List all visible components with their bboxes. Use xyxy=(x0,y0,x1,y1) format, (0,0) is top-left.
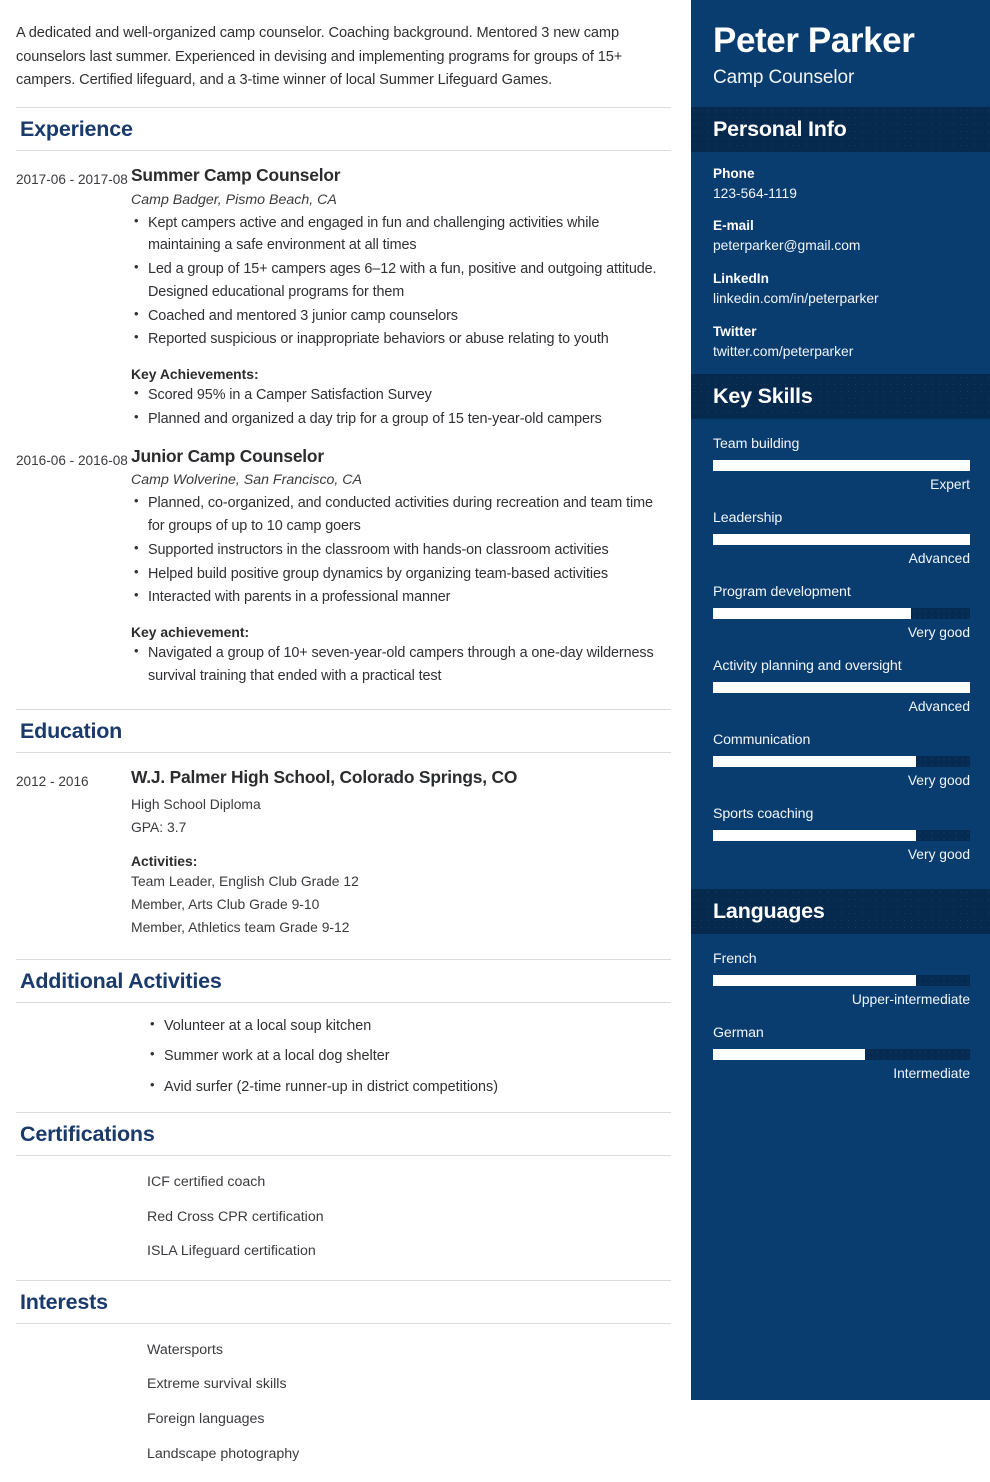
list-item: Member, Arts Club Grade 9-10 xyxy=(131,896,320,912)
skill-name: Activity planning and oversight xyxy=(713,657,902,674)
entry-body xyxy=(131,446,671,689)
certifications-list xyxy=(16,1156,671,1280)
skill-name: Team building xyxy=(713,435,800,452)
language-row xyxy=(713,1019,970,1090)
languages-body xyxy=(691,934,990,1099)
achievements-label: Key achievement: xyxy=(131,624,250,641)
list-item: • Planned and organized a day trip for a group of 15 ten-year-old campers xyxy=(131,408,667,431)
contact-label: Phone xyxy=(713,165,755,181)
list-item: ICF certified coach xyxy=(147,1174,266,1191)
list-item: Red Cross CPR certification xyxy=(147,1208,324,1225)
section-title-additional-activities: Additional Activities xyxy=(20,969,222,994)
skill-name: Sports coaching xyxy=(713,805,814,822)
achievement-list xyxy=(131,384,667,431)
list-item: • Supported instructors in the classroom with hands-on classroom activities xyxy=(131,539,667,562)
contact-value[interactable]: peterparker@gmail.com xyxy=(713,238,861,254)
contact-linkedin xyxy=(713,268,970,310)
candidate-name: Peter Parker xyxy=(713,21,915,60)
professional-summary: A dedicated and well-organized camp counselor. Coaching background. Mentored 3 new camp counselors last summer. Experienced in devising and implementing programs for groups of 15+ campers. Certified lifeguard, and a 3-time winner of local Summer Lifeguard Games. xyxy=(16,25,623,89)
skill-row xyxy=(713,726,970,797)
list-item: Foreign languages xyxy=(147,1411,265,1428)
experience-entry xyxy=(16,151,671,432)
list-item: • Kept campers active and engaged in fun and challenging activities while maintaining a safe environment at all times xyxy=(131,212,667,258)
skill-bar-fill xyxy=(713,460,970,471)
sidebar-header xyxy=(691,0,990,107)
language-name: German xyxy=(713,1024,764,1041)
language-row xyxy=(713,945,970,1016)
skill-level: Expert xyxy=(930,476,970,492)
contact-label: E-mail xyxy=(713,218,754,234)
skill-name: Leadership xyxy=(713,509,783,526)
entry-date: 2012 - 2016 xyxy=(16,773,89,789)
section-title-experience: Experience xyxy=(20,116,133,141)
list-item: • Avid surfer (2-time runner-up in district competitions) xyxy=(147,1072,671,1102)
list-item: • Scored 95% in a Camper Satisfaction Survey xyxy=(131,384,667,407)
list-item: • Reported suspicious or inappropriate behaviors or abuse relating to youth xyxy=(131,328,667,351)
language-level: Upper-intermediate xyxy=(851,991,970,1007)
skill-row xyxy=(713,800,970,871)
entry-body xyxy=(131,767,671,939)
divider xyxy=(16,1280,671,1281)
job-title: Summer Camp Counselor xyxy=(131,164,341,185)
additional-activities-list xyxy=(16,1003,671,1112)
contact-email xyxy=(713,215,970,257)
section-experience xyxy=(16,107,671,709)
list-item: • Summer work at a local dog shelter xyxy=(147,1041,671,1071)
skill-bar-fill xyxy=(713,756,916,767)
job-title: Junior Camp Counselor xyxy=(131,445,324,466)
skill-bar-track xyxy=(713,460,970,471)
activities-label: Activities: xyxy=(131,853,198,870)
skill-bar-fill xyxy=(713,830,916,841)
language-name: French xyxy=(713,950,757,967)
skill-bar-track xyxy=(713,682,970,693)
divider xyxy=(16,709,671,710)
sidebar-band-key-skills xyxy=(691,374,990,419)
skill-bar-fill xyxy=(713,608,911,619)
skill-row xyxy=(713,652,970,723)
skill-row xyxy=(713,578,970,649)
list-item: • Led a group of 15+ campers ages 6–12 with a fun, positive and outgoing attitude. Designed educational programs for them xyxy=(131,258,667,304)
section-interests xyxy=(16,1280,671,1482)
contact-phone xyxy=(713,163,970,205)
skill-bar-fill xyxy=(713,534,970,545)
entry-date: 2017-06 - 2017-08 xyxy=(16,171,128,187)
sidebar-title-key-skills: Key Skills xyxy=(713,383,813,408)
education-entry xyxy=(16,753,671,939)
experience-entry xyxy=(16,432,671,689)
skill-name: Program development xyxy=(713,583,851,600)
list-item: • Helped build positive group dynamics by organizing team-based activities xyxy=(131,563,667,586)
section-title-interests: Interests xyxy=(20,1289,108,1314)
list-item: Landscape photography xyxy=(147,1445,300,1462)
list-item: • Navigated a group of 10+ seven-year-old campers through a one-day wilderness survival training that ended with a practical test xyxy=(131,642,667,688)
list-item: Watersports xyxy=(147,1341,223,1358)
skill-bar-track xyxy=(713,830,970,841)
skill-row xyxy=(713,504,970,575)
achievement-list xyxy=(131,642,667,688)
sidebar-title-personal-info: Personal Info xyxy=(713,116,847,141)
employer-location: Camp Badger, Pismo Beach, CA xyxy=(131,191,337,208)
gpa: GPA: 3.7 xyxy=(131,818,187,835)
divider xyxy=(16,107,671,108)
achievements-label: Key Achievements: xyxy=(131,366,259,383)
list-item: • Interacted with parents in a professional manner xyxy=(131,586,667,609)
skill-level: Advanced xyxy=(908,698,970,714)
skill-level: Very good xyxy=(907,772,970,788)
section-title-certifications: Certifications xyxy=(20,1122,155,1147)
list-item: • Volunteer at a local soup kitchen xyxy=(147,1011,671,1041)
skill-level: Advanced xyxy=(908,550,970,566)
contact-value[interactable]: twitter.com/peterparker xyxy=(713,343,854,359)
skill-name: Communication xyxy=(713,731,811,748)
contact-label: LinkedIn xyxy=(713,271,769,287)
employer-location: Camp Wolverine, San Francisco, CA xyxy=(131,472,363,489)
degree: High School Diploma xyxy=(131,796,261,813)
section-certifications xyxy=(16,1112,671,1280)
contact-value[interactable]: linkedin.com/in/peterparker xyxy=(713,291,879,307)
responsibility-list xyxy=(131,212,667,352)
skill-bar-track xyxy=(713,608,970,619)
candidate-role: Camp Counselor xyxy=(713,66,855,88)
contact-value[interactable]: 123-564-1119 xyxy=(713,185,797,201)
language-bar-track xyxy=(713,1049,970,1060)
entry-body xyxy=(131,165,671,432)
list-item: • Planned, co-organized, and conducted activities during recreation and team time for groups of up to 10 camp goers xyxy=(131,492,667,538)
skill-bar-fill xyxy=(713,682,970,693)
skill-level: Very good xyxy=(907,846,970,862)
sidebar-band-personal-info xyxy=(691,107,990,152)
activities-list xyxy=(131,871,667,938)
skill-level: Very good xyxy=(907,624,970,640)
contact-twitter xyxy=(713,321,970,363)
language-level: Intermediate xyxy=(893,1065,970,1081)
divider xyxy=(16,959,671,960)
section-additional-activities xyxy=(16,959,671,1112)
skill-bar-track xyxy=(713,756,970,767)
contact-label: Twitter xyxy=(713,323,757,339)
responsibility-list xyxy=(131,492,667,609)
skill-bar-track xyxy=(713,534,970,545)
section-education xyxy=(16,709,671,959)
language-bar-fill xyxy=(713,975,916,986)
interests-list xyxy=(16,1324,671,1482)
entry-date: 2016-06 - 2016-08 xyxy=(16,452,128,468)
list-item: ISLA Lifeguard certification xyxy=(147,1243,316,1260)
skill-row xyxy=(713,430,970,501)
key-skills-body xyxy=(691,419,990,880)
list-item: Member, Athletics team Grade 9-12 xyxy=(131,918,350,935)
list-item: Team Leader, English Club Grade 12 xyxy=(131,873,359,890)
school-name: W.J. Palmer High School, Colorado Springs, CO xyxy=(131,766,518,787)
sidebar xyxy=(691,0,990,1400)
list-item: • Coached and mentored 3 junior camp counselors xyxy=(131,305,667,328)
list-item: Extreme survival skills xyxy=(147,1376,287,1393)
personal-info-body xyxy=(691,152,990,363)
sidebar-band-languages xyxy=(691,889,990,934)
divider xyxy=(16,1112,671,1113)
language-bar-track xyxy=(713,975,970,986)
sidebar-title-languages: Languages xyxy=(713,898,825,923)
language-bar-fill xyxy=(713,1049,865,1060)
section-title-education: Education xyxy=(20,718,123,743)
